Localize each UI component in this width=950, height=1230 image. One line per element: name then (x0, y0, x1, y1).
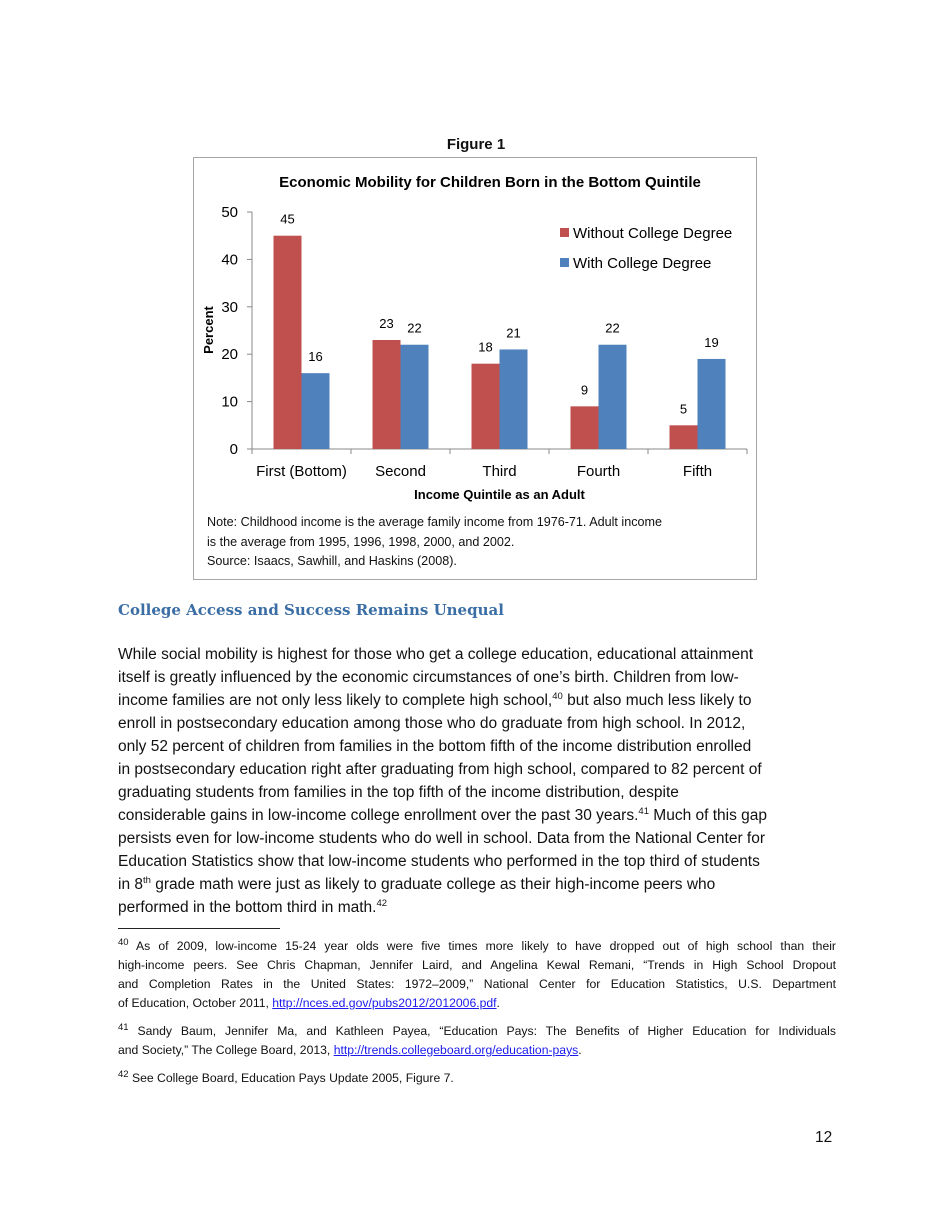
y-tick-label: 10 (221, 393, 238, 411)
footnote-line (118, 1022, 836, 1041)
footnote-line (118, 994, 836, 1013)
text-run: While social mobility is highest for those who get a college education, educational attainment (118, 646, 754, 663)
page-number: 12 (815, 1129, 833, 1146)
y-axis-title: Percent (201, 306, 216, 354)
x-tick-label: First (Bottom) (256, 463, 347, 480)
footnote-ref: th (143, 874, 151, 886)
chart-note-line: is the average from 1995, 1996, 1998, 2000, and 2002. (207, 534, 515, 549)
legend-label: Without College Degree (573, 225, 733, 242)
data-label: 21 (506, 325, 521, 341)
data-label: 22 (407, 320, 422, 336)
text-run: but also much less likely to (562, 692, 752, 709)
body-paragraph (118, 643, 767, 919)
text-run: in postsecondary education right after graduating from high school, compared to 82 percent of (118, 761, 762, 778)
legend-label: With College Degree (573, 255, 712, 272)
body-line (118, 689, 767, 712)
footnote-number: 41 (118, 1021, 129, 1033)
data-label: 16 (308, 349, 323, 365)
url-link[interactable]: http://trends.collegeboard.org/education-pays (333, 1043, 579, 1057)
text-run: Sandy Baum, Jennifer Ma, and Kathleen Payea, “Education Pays: The Benefits of Higher Education for Individuals (137, 1024, 836, 1038)
text-run: high-income peers. See Chris Chapman, Jennifer Laird, and Angelina Kewal Remani, “Trends in High School Dropout (118, 958, 836, 972)
text-run: in 8 (118, 876, 143, 893)
text-run: and Society,” The College Board, 2013, (118, 1043, 334, 1057)
body-line (118, 781, 767, 804)
body-line (118, 827, 767, 850)
text-run: performed in the bottom third in math. (118, 899, 377, 916)
y-tick-label: 30 (221, 298, 238, 316)
footnote-ref: 40 (552, 690, 563, 702)
bar-without-degree (472, 364, 500, 449)
legend-swatch (560, 258, 569, 267)
legend-swatch (560, 228, 569, 237)
text-run: As of 2009, low-income 15-24 year olds were five times more likely to have dropped out of high school than their (136, 939, 836, 953)
text-run: only 52 percent of children from families in the bottom fifth of the income distribution enrolled (118, 738, 752, 755)
footnote-number: 42 (118, 1068, 129, 1080)
x-tick-label: Fifth (682, 463, 713, 480)
bar-without-degree (274, 236, 302, 449)
footnotes (118, 937, 836, 1097)
section-heading: College Access and Success Remains Unequal (118, 601, 504, 619)
bar-without-degree (670, 425, 698, 449)
data-label: 9 (580, 382, 589, 398)
text-run: and Completion Rates in the United States: 1972–2009,” National Center for Education Statistics, U.S. Department (118, 977, 836, 991)
bar-without-degree (571, 406, 599, 449)
body-line (118, 643, 767, 666)
x-tick-label: Third (482, 463, 517, 480)
footnote (118, 1069, 836, 1088)
footnote-ref: 41 (638, 805, 649, 817)
footnote-number: 40 (118, 936, 129, 948)
y-tick-label: 40 (221, 251, 238, 269)
y-tick-label: 0 (229, 441, 238, 458)
x-tick-label: Second (375, 463, 426, 480)
chart-note (207, 513, 662, 572)
data-label: 23 (379, 315, 394, 331)
body-line (118, 850, 767, 873)
body-line (118, 804, 767, 827)
y-tick-label: 50 (221, 204, 238, 221)
footnote-line (118, 1069, 836, 1088)
footnote (118, 1022, 836, 1060)
chart-source: Source: Isaacs, Sawhill, and Haskins (2008). (207, 554, 457, 568)
body-line (118, 758, 767, 781)
text-run: See College Board, Education Pays Update 2005, Figure 7. (131, 1071, 454, 1085)
text-run: itself is greatly influenced by the economic circumstances of one’s birth. Children from low- (118, 669, 739, 686)
text-run: persists even for low-income students who do well in school. Data from the National Center for (118, 830, 765, 847)
data-label: 18 (478, 339, 493, 355)
bar-with-degree (698, 359, 726, 449)
body-line (118, 666, 767, 689)
data-label: 22 (605, 320, 620, 336)
figure-label: Figure 1 (446, 136, 506, 153)
body-line (118, 873, 767, 896)
footnote-ref: 42 (376, 897, 388, 909)
text-run: considerable gains in low-income college enrollment over the past 30 years. (118, 807, 639, 824)
bar-with-degree (401, 345, 429, 449)
footnote (118, 937, 836, 1013)
chart-title: Economic Mobility for Children Born in the Bottom Quintile (279, 174, 701, 191)
text-run: income families are not only less likely to complete high school, (118, 692, 553, 709)
url-link[interactable]: http://nces.ed.gov/pubs2012/2012006.pdf (272, 996, 497, 1010)
text-run: Education Statistics show that low-income students who performed in the top third of students (118, 853, 760, 870)
data-label: 19 (704, 334, 719, 350)
text-run: Much of this gap (648, 807, 768, 824)
bar-with-degree (599, 345, 627, 449)
text-run: grade math were just as likely to graduate college as their high-income peers who (150, 876, 716, 893)
text-run: . (496, 996, 500, 1010)
bar-without-degree (373, 340, 401, 449)
footnote-divider (118, 928, 280, 929)
text-run: enroll in postsecondary education among those who do graduate from high school. In 2012, (118, 715, 746, 732)
y-tick-label: 20 (221, 346, 238, 364)
bar-with-degree (302, 373, 330, 449)
text-run: graduating students from families in the top fifth of the income distribution, despite (118, 784, 679, 801)
x-axis-title: Income Quintile as an Adult (414, 487, 585, 502)
data-label: 5 (679, 401, 688, 417)
footnote-line (118, 937, 836, 956)
text-run: of Education, October 2011, (118, 996, 273, 1010)
footnote-line (118, 1041, 836, 1060)
body-line (118, 896, 767, 919)
footnote-line (118, 956, 836, 975)
bar-with-degree (500, 349, 528, 449)
data-label: 45 (280, 211, 295, 227)
chart-note-line: Note: Childhood income is the average family income from 1976-71. Adult income (207, 515, 663, 529)
body-line (118, 735, 767, 758)
footnote-line (118, 975, 836, 994)
x-tick-label: Fourth (576, 463, 621, 480)
text-run: . (578, 1043, 582, 1057)
body-line (118, 712, 767, 735)
